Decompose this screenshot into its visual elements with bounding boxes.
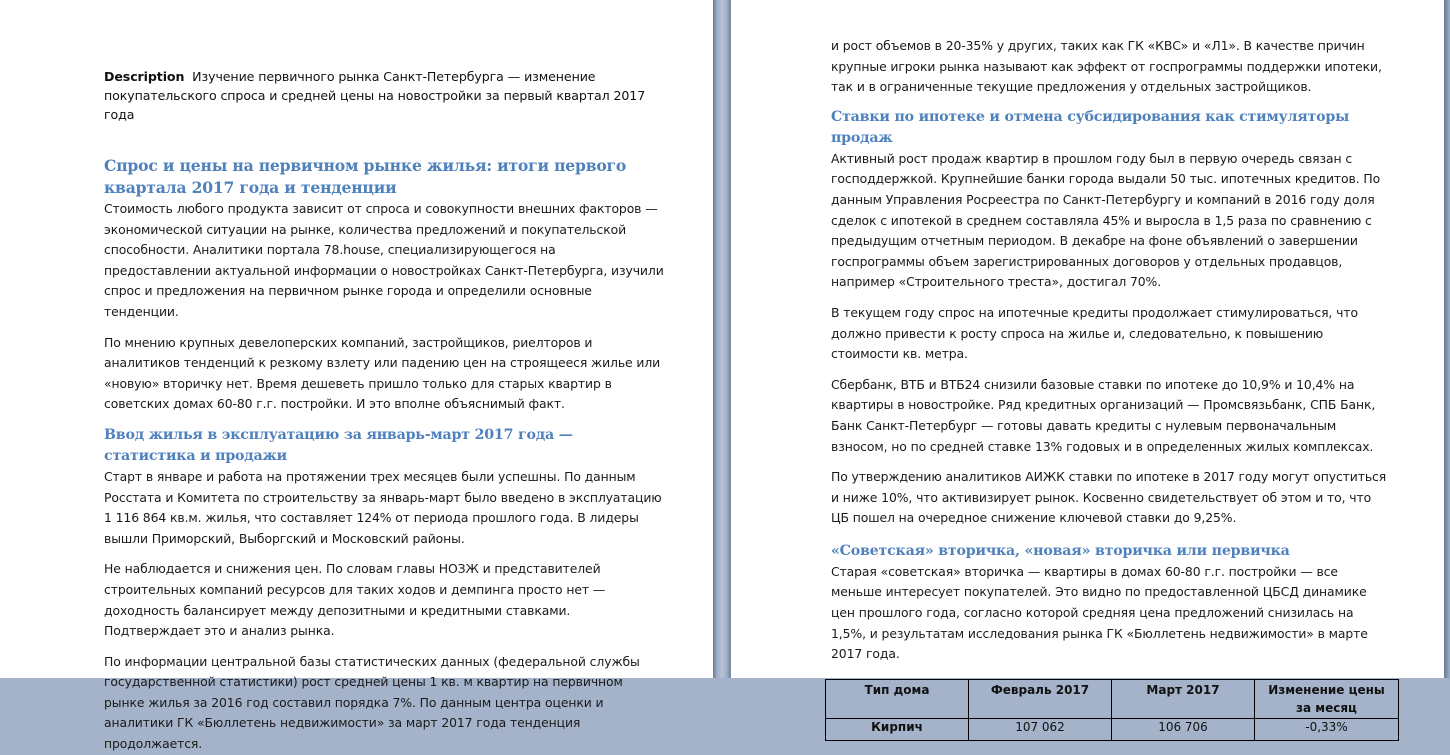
- table-header-cell: Март 2017: [1112, 679, 1255, 718]
- paragraph-analysts-forecast: По утверждению аналитиков АИЖК ставки по ипотеке в 2017 году могут опуститься и ниже 10%, что активизирует рынок. Косвенно свидетельствует об этом и то, что ЦБ пошел на очередное снижение ключевой ставки до 9,25%.: [831, 469, 1387, 526]
- page-left-content: [104, 0, 664, 755]
- paragraph-opinion: По мнению крупных девелоперских компаний, застройщиков, риелторов и аналитиков тенденций к резкому взлету или падению цен на строящееся жилье или «новую» вторичку нет. Время дешеветь пришло только для старых квартир в советских домах 60-80 г.г. постройки. И это вполне объяснимый факт.: [104, 334, 661, 412]
- table-header-cell: Февраль 2017: [969, 679, 1112, 718]
- document-page-right: [731, 0, 1444, 734]
- heading-demand-prices: Спрос и цены на первичном рынке жилья: итоги первого квартала 2017 года и тенденции: [104, 156, 627, 197]
- table-row: [826, 718, 1399, 740]
- table-cell: -0,33%: [1255, 718, 1399, 740]
- page-gap: [713, 0, 731, 678]
- page-right-content: [831, 36, 1391, 741]
- heading-housing-commissioning: Ввод жилья в эксплуатацию за январь-март 2017 года — статистика и продажи: [104, 426, 573, 464]
- document-page-left: [0, 0, 713, 752]
- paragraph-no-price-drop: Не наблюдается и снижения цен. По словам главы НОЗЖ и представителей строительных компаний ресурсов для таких ходов и демпинга просто нет — доходность балансирует между депозитными и кредитными ставками. Подтверждает это и анализ рынка.: [104, 561, 606, 639]
- price-table: [825, 679, 1399, 741]
- table-cell: 107 062: [969, 718, 1112, 740]
- window-edge: [1444, 0, 1450, 678]
- description-label: Description: [104, 69, 185, 84]
- description-block: [104, 67, 664, 124]
- paragraph-sales-growth: Активный рост продаж квартир в прошлом году был в первую очередь связан с господдержкой. Крупнейшие банки города выдали 50 тыс. ипотечных кредитов. По данным Управления Росреестра по Санкт-Петербургу и компаний в 2016 году доля сделок с ипотекой в среднем составляла 45% и выросла в 1,5 раза по сравнению с предыдущим отчетным периодом. В декабре на фоне объявлений о завершении госпрограммы объем зарегистрированных договоров у отдельных продавцов, например «Строительного треста», достигал 70%.: [831, 150, 1381, 290]
- paragraph-bank-rates: Сбербанк, ВТБ и ВТБ24 снизили базовые ставки по ипотеке до 10,9% и 10,4% на квартиры в новостройке. Ряд кредитных организаций — Промсвязьбанк, СПБ Банк, Банк Санкт-Петербург — готовы давать кредиты с нулевым первоначальным взносом, но по средней ставке 13% годовых и в определенных жилых комплексах.: [831, 376, 1376, 454]
- paragraph-commissioning: Старт в январе и работа на протяжении трех месяцев были успешны. По данным Росстата и Комитета по строительству за январь-март было введено в эксплуатацию 1 116 864 кв.м. жилья, что составляет 124% от периода прошлого года. В лидеры вышли Приморский, Выборгский и Московский районы.: [104, 468, 662, 546]
- description-text: Изучение первичного рынка Санкт-Петербурга — изменение покупательского спроса и средней цены на новостройки за первый квартал 2017 года: [104, 69, 646, 122]
- paragraph-price-growth: По информации центральной базы статистических данных (федеральной службы государственной статистики) рост средней цены 1 кв. м квартир на первичном рынке жилья за 2016 год составил порядка 7%. По данным центра оценки и аналитики ГК «Бюллетень недвижимости» за март 2017 года тенденция продолжается.: [104, 653, 640, 752]
- paragraph-intro: Стоимость любого продукта зависит от спроса и совокупности внешних факторов — экономической ситуации на рынке, количества предложений и покупательской способности. Аналитики портала 78.house, специализирующегося на предоставлении актуальной информации о новостройках Санкт-Петербурга, изучили спрос и предложения на первичном рынке города и определили основные тенденции.: [104, 201, 664, 319]
- table-header-cell: Тип дома: [826, 679, 969, 718]
- heading-mortgage-rates: Ставки по ипотеке и отмена субсидирования как стимуляторы продаж: [831, 108, 1350, 146]
- table-cell: 106 706: [1112, 718, 1255, 740]
- table-cell: Кирпич: [826, 718, 969, 740]
- paragraph-continued: и рост объемов в 20-35% у других, таких как ГК «КВС» и «Л1». В качестве причин крупные игроки рынка называют как эффект от госпрограммы поддержки ипотеки, так и в ограниченные текущие предложения у отдельных застройщиков.: [831, 38, 1382, 95]
- paragraph-soviet-secondary: Старая «советская» вторичка — квартиры в домах 60-80 г.г. постройки — все меньше интересует покупателей. Это видно по предоставленной ЦБСД динамике цен прошлого года, согласно которой средняя цена предложений снизилась на 1,5%, и результатам исследования рынка ГК «Бюллетень недвижимости» в марте 2017 года.: [831, 563, 1368, 662]
- table-header-cell: Изменение цены за месяц: [1255, 679, 1399, 718]
- table-header-row: [826, 679, 1399, 718]
- paragraph-mortgage-demand: В текущем году спрос на ипотечные кредиты продолжает стимулироваться, что должно привести к росту спроса на жилье и, следовательно, к повышению стоимости кв. метра.: [831, 304, 1358, 362]
- heading-secondary-market: «Советская» вторичка, «новая» вторичка или первичка: [831, 542, 1290, 559]
